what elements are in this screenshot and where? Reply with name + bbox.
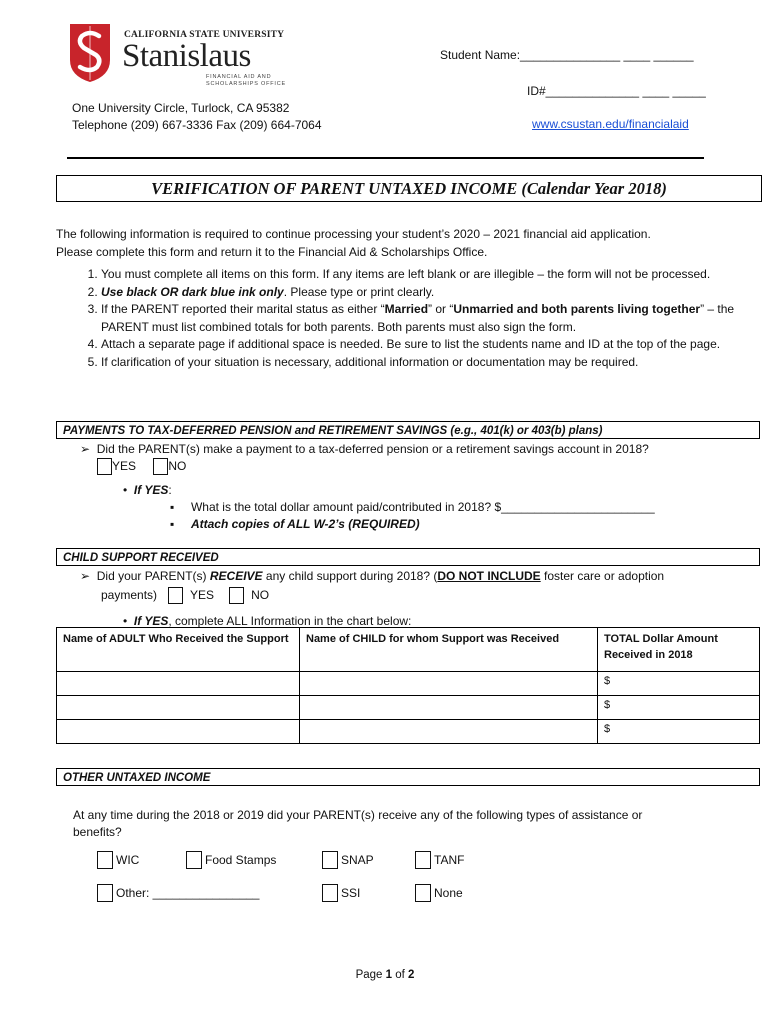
none-checkbox[interactable] (415, 884, 431, 902)
pension-attach-note: Attach copies of ALL W-2’s (REQUIRED) (190, 517, 420, 531)
instruction-text: ” – the PARENT must list combined totals for both parents. Both parents must also sign the form. (101, 302, 735, 334)
adult-name-cell[interactable] (57, 696, 300, 720)
pension-question (80, 441, 649, 458)
cs-question-text: foster care or adoption (540, 569, 665, 583)
phone-line: Telephone (209) 667-3336 Fax (209) 664-7064 (72, 118, 322, 132)
table-header-cell: Name of CHILD for whom Support was Received (300, 628, 598, 672)
instruction-item (101, 354, 761, 372)
instruction-text: If the PARENT reported their marital status as either “ (101, 302, 385, 316)
amount-cell[interactable]: $ (598, 672, 760, 696)
square-bullet-icon: ▪ (170, 500, 175, 514)
page-number (0, 969, 770, 981)
cs-question-text: Did your PARENT(s) (96, 569, 210, 583)
intro-line-1: The following information is required to continue processing your student’s 2020 – 2021 financial aid application. (56, 227, 651, 241)
form-title-box (56, 175, 762, 202)
arrow-bullet-icon: ➢ (80, 442, 91, 456)
financial-aid-link[interactable]: www.csustan.edu/financialaid (532, 117, 689, 131)
instruction-item (101, 284, 761, 302)
student-id-field[interactable]: ID#______________ ____ _____ (527, 84, 706, 98)
food-stamps-checkbox[interactable] (186, 851, 202, 869)
child-name-cell[interactable] (300, 672, 598, 696)
header-divider (67, 157, 704, 159)
none-label: None (434, 886, 463, 900)
cs-question-text: payments) (101, 588, 158, 602)
tanf-label: TANF (434, 853, 465, 867)
cs-question-text: any child support during 2018? ( (262, 569, 438, 583)
option-food-stamps (186, 851, 276, 869)
table-row (57, 696, 760, 720)
child-support-table (56, 627, 760, 744)
form-title: VERIFICATION OF PARENT UNTAXED INCOME (Calendar Year 2018) (151, 179, 667, 198)
pension-yes-no (97, 458, 186, 475)
table-row (57, 672, 760, 696)
snap-label: SNAP (341, 853, 374, 867)
other-income-section-heading: OTHER UNTAXED INCOME (56, 768, 760, 786)
instruction-text: ” or “ (428, 302, 454, 316)
square-bullet-icon: ▪ (170, 517, 175, 531)
table-header-cell: Name of ADULT Who Received the Support (57, 628, 300, 672)
table-header-cell: TOTAL Dollar Amount Received in 2018 (598, 628, 760, 672)
adult-name-cell[interactable] (57, 672, 300, 696)
logo-office-line-1: FINANCIAL AID AND (206, 74, 272, 80)
bullet-icon: • (123, 483, 128, 497)
instruction-text: Attach a separate page if additional space is needed. Be sure to list the students name and ID at the top of the page. (101, 337, 721, 351)
cs-no-checkbox[interactable] (229, 587, 244, 604)
logo-office-label (206, 74, 286, 88)
pension-if-yes (123, 482, 172, 499)
other-income-question: At any time during the 2018 or 2019 did your PARENT(s) receive any of the following types of assistance or benefits? (73, 808, 643, 839)
option-wic (97, 851, 139, 869)
cs-if-yes-text: , complete ALL Information in the chart below: (168, 614, 412, 628)
table-header-row (57, 628, 760, 672)
pension-if-yes-label: If YES (133, 483, 169, 497)
pension-attach-row (170, 516, 420, 533)
cs-question-emphasis: RECEIVE (209, 569, 263, 583)
option-snap (322, 851, 374, 869)
tanf-checkbox[interactable] (415, 851, 431, 869)
other-checkbox[interactable] (97, 884, 113, 902)
intro-line-2: Please complete this form and return it to the Financial Aid & Scholarships Office. (56, 244, 488, 259)
pension-yes-label: YES (112, 459, 137, 473)
child-support-section-heading: CHILD SUPPORT RECEIVED (56, 548, 760, 566)
shield-logo-icon (68, 22, 112, 84)
pension-yes-checkbox[interactable] (97, 458, 112, 475)
logo-university-label: CALIFORNIA STATE UNIVERSITY (124, 30, 285, 40)
option-ssi (322, 884, 360, 902)
office-address (72, 100, 322, 134)
pension-if-yes-colon: : (168, 483, 172, 497)
option-other (97, 884, 259, 902)
cs-no-label: NO (251, 588, 270, 602)
instruction-text: If clarification of your situation is necessary, additional information or documentation may be required. (101, 354, 639, 369)
page-of: of (392, 969, 409, 981)
instruction-text: You must complete all items on this form. If any items are left blank or are illegible – the form will not be processed. (101, 267, 711, 281)
cs-question-emphasis: DO NOT INCLUDE (437, 569, 541, 583)
cs-if-yes-label: If YES (133, 614, 169, 628)
pension-amount-field[interactable]: What is the total dollar amount paid/contributed in 2018? $_______________________ (190, 500, 655, 514)
wic-label: WIC (116, 853, 140, 867)
instruction-emphasis: Use black OR dark blue ink only (101, 284, 284, 299)
table-row (57, 720, 760, 744)
logo-office-line-2: SCHOLARSHIPS OFFICE (206, 81, 286, 87)
child-support-question (80, 568, 664, 585)
instruction-item (101, 336, 761, 354)
wic-checkbox[interactable] (97, 851, 113, 869)
instruction-emphasis: Married (384, 302, 429, 316)
student-name-field[interactable]: Student Name:_______________ ____ ______ (440, 48, 694, 62)
ssi-label: SSI (341, 886, 361, 900)
option-tanf (415, 851, 464, 869)
amount-cell[interactable]: $ (598, 696, 760, 720)
address-line: One University Circle, Turlock, CA 95382 (72, 101, 290, 115)
pension-no-checkbox[interactable] (153, 458, 168, 475)
pension-question-text: Did the PARENT(s) make a payment to a tax-deferred pension or a retirement savings account in 2018? (96, 442, 649, 456)
arrow-bullet-icon: ➢ (80, 569, 91, 583)
page-current: 1 (385, 969, 393, 981)
child-name-cell[interactable] (300, 720, 598, 744)
page-total: 2 (408, 969, 415, 981)
logo-campus-name: Stanislaus (122, 38, 251, 74)
intro-text (56, 226, 746, 261)
ssi-checkbox[interactable] (322, 884, 338, 902)
snap-checkbox[interactable] (322, 851, 338, 869)
bullet-icon: • (123, 614, 128, 628)
pension-amount-row[interactable] (170, 499, 655, 516)
amount-cell[interactable]: $ (598, 720, 760, 744)
instruction-item (101, 266, 761, 284)
child-name-cell[interactable] (300, 696, 598, 720)
instruction-item (101, 301, 761, 336)
university-logo (68, 22, 288, 88)
cs-yes-label: YES (190, 588, 215, 602)
page-prefix: Page (355, 969, 386, 981)
child-support-yes-no (101, 587, 269, 604)
pension-no-label: NO (168, 459, 187, 473)
instruction-emphasis: Unmarried and both parents living together (453, 302, 701, 316)
pension-section-heading: PAYMENTS TO TAX-DEFERRED PENSION and RETIREMENT SAVINGS (e.g., 401(k) or 403(b) plans) (56, 421, 760, 439)
instruction-list (56, 266, 761, 371)
cs-yes-checkbox[interactable] (168, 587, 183, 604)
instruction-text: . Please type or print clearly. (283, 284, 435, 299)
adult-name-cell[interactable] (57, 720, 300, 744)
option-none (415, 884, 463, 902)
food-stamps-label: Food Stamps (205, 853, 277, 867)
other-field[interactable]: Other: ________________ (116, 886, 260, 900)
